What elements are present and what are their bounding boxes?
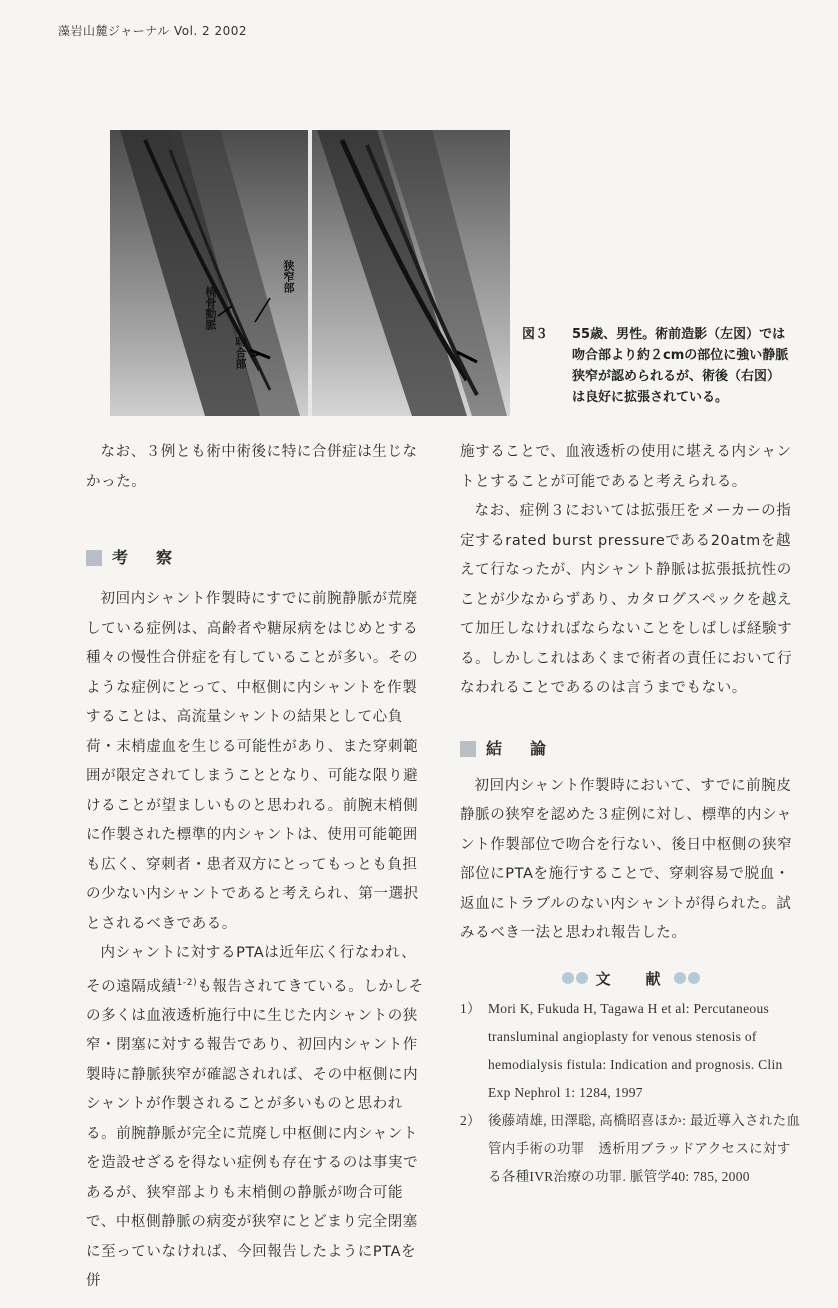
discussion-paragraph-2 [86, 939, 426, 1297]
label-stenosis: 狭窄部 [282, 260, 295, 293]
heading-square-icon [86, 550, 102, 566]
heading-square-icon [460, 741, 476, 757]
reference-number: 2） [460, 1112, 481, 1128]
reference-text: 後藤靖雄, 田澤聡, 高橋昭喜ほか: 最近導入された血管内手術の功罪 透析用ブラッドアクセスに対する各種IVR治療の功罪. 脈管学40: 785, 2000 [488, 1112, 801, 1184]
discussion-paragraph-1: 初回内シャント作製時にすでに前腕静脈が荒廃している症例は、高齢者や糖尿病をはじめとする種々の慢性合併症を有していることが多い。そのような症例にとって、中枢側に内シャントを作製することは、高流量シャントの結果として心負荷・末梢虚血を生じる可能性があり、また穿刺範囲が限定されてしまうこととなり、可能な限り避けることが望ましいものと思われる。前腕末梢側に作製された標準的内シャントは、使用可能範囲も広く、穿刺者・患者双方にとってもっとも負担の少ない内シャントであると考えられ、第一選択とされるべきである。 [86, 591, 419, 932]
running-header: 藻岩山麓ジャーナル Vol. 2 2002 [58, 24, 248, 38]
conclusion-heading [460, 734, 802, 764]
caption-number: 図３ [522, 327, 549, 342]
reference-text: Mori K, Fukuda H, Tagawa H et al: Percutaneous transluminal angioplasty for venous stenosis of hemodialysis fistula: Indication and prognosis. Clin Exp Nephrol 1: 1284, 1997 [488, 1000, 783, 1100]
figure-caption [522, 324, 792, 408]
discussion-heading [86, 543, 426, 573]
xray-postoperative-image [312, 130, 510, 416]
right-column [460, 438, 802, 1191]
caption-text: 55歳、男性。術前造影（左図）では吻合部より約２cmの部位に強い静脈狭窄が認められるが、術後（右図）は良好に拡張されている。 [572, 327, 789, 405]
label-anastomosis: 吻合部 [234, 336, 247, 369]
xray-left-svg [110, 130, 308, 416]
reference-item [460, 1107, 802, 1191]
dots-left-icon [561, 965, 589, 995]
intro-paragraph: なお、３例とも術中術後に特に合併症は生じなかった。 [86, 444, 418, 490]
xray-right-svg [312, 130, 510, 416]
references-heading-text: 文 献 [595, 969, 671, 988]
references-heading [460, 965, 802, 995]
reference-number: 1） [460, 1000, 481, 1016]
reference-item [460, 995, 802, 1107]
discussion-p2-part2: も報告されてきている。しかしその多くは血液透析施行中に生じた内シャントの狭窄・閉塞に対する報告であり、初回内シャント作製時に静脈狭窄が確認されれば、その中枢側に内シャントが作製されることが多いものと思われる。前腕静脈が完全に荒廃し中枢側に内シャントを造設せざるを得ない症例も存在するのは事実であるが、狭窄部よりも末梢側の静脈が吻合可能で、中枢側静脈の病変が狭窄にとどまり完全閉塞に至っていなければ、今回報告したようにPTAを併 [86, 978, 424, 1290]
dots-right-icon [673, 965, 701, 995]
continuation-paragraph: 施することで、血液透析の使用に堪える内シャントとすることが可能であると考えられる。 [460, 444, 792, 490]
label-radial-artery: 橈骨動脈 [204, 286, 217, 330]
xray-figure [110, 130, 510, 416]
discussion-heading-text: 考 察 [112, 548, 179, 568]
case3-paragraph: なお、症例３においては拡張圧をメーカーの指定するrated burst pressureである20atmを越えて行なったが、内シャント静脈は拡張抵抗性のことが少なからずあり、カタログスペックを越えて加圧しなければならないことをしばしば経験する。しかしこれはあくまで術者の責任において行なわれることであるのは言うまでもない。 [460, 503, 793, 696]
discussion-p2-part1: 内シャントに対するPTAは近年広く行なわれ、その遠隔成績 [86, 945, 417, 995]
xray-preoperative-image [110, 130, 308, 416]
conclusion-heading-text: 結 論 [486, 738, 553, 758]
citation-superscript: 1-2) [176, 977, 198, 988]
left-column [86, 438, 426, 1297]
conclusion-paragraph: 初回内シャント作製時において、すでに前腕皮静脈の狭窄を認めた３症例に対し、標準的内シャント作製部位で吻合を行ない、後日中枢側の狭窄部位にPTAを施行することで、穿刺容易で脱血・返血にトラブルのない内シャントが得られた。試みるべき一法と思われ報告した。 [460, 777, 793, 941]
